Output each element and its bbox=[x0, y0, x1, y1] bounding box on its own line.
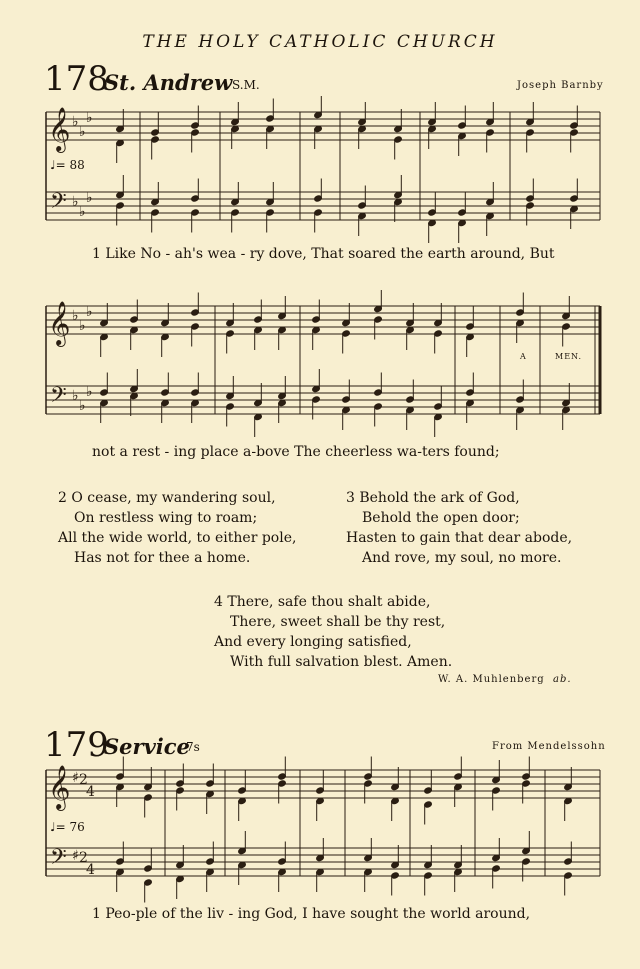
lyrics-line: 1 Like No - ah's wea - ry dove, That soared the earth around, But bbox=[92, 246, 555, 262]
meter: 7s bbox=[186, 740, 200, 754]
lyrics-line: not a rest - ing place a-bove The cheerless wa-ters found; bbox=[92, 444, 500, 460]
key-signature-icon: 4 bbox=[86, 784, 95, 800]
composer: From Mendelssohn bbox=[492, 741, 606, 752]
page-header: THE HOLY CATHOLIC CHURCH bbox=[142, 32, 498, 52]
key-signature-icon: ♭ bbox=[86, 110, 93, 126]
tune-name: St. Andrew bbox=[104, 70, 233, 95]
verse-3: 3 Behold the ark of God, Behold the open door; Hasten to gain that dear abode, And rove, my soul, no more. bbox=[346, 490, 573, 566]
quarter-note-icon: ♩ bbox=[50, 158, 56, 172]
key-signature-icon: ♭ bbox=[79, 204, 86, 220]
quarter-note-icon: ♩ bbox=[50, 820, 56, 834]
key-signature-icon: 2 bbox=[79, 772, 88, 788]
verse-2: 2 O cease, my wandering soul, On restless wing to roam; All the wide world, to either pole, Has not for thee a home. bbox=[58, 490, 297, 566]
key-signature-icon: ♭ bbox=[79, 398, 86, 414]
composer: Joseph Barnby bbox=[517, 80, 604, 91]
bass-clef-icon: 𝄢 bbox=[50, 845, 67, 875]
key-signature-icon: 4 bbox=[86, 862, 95, 878]
key-signature-icon: ♭ bbox=[86, 304, 93, 320]
key-signature-icon: ♭ bbox=[72, 194, 79, 210]
key-signature-icon: 2 bbox=[79, 850, 88, 866]
key-signature-icon: ♭ bbox=[86, 384, 93, 400]
key-signature-icon: ♭ bbox=[72, 308, 79, 324]
key-signature-icon: ♯ bbox=[72, 770, 79, 786]
amen-label: A bbox=[520, 352, 527, 361]
lyrics-line: 1 Peo-ple of the liv - ing God, I have sought the world around, bbox=[92, 906, 531, 922]
music-system-2 bbox=[0, 290, 640, 440]
tempo-marking: ♩= 88 bbox=[50, 158, 85, 172]
music-system-1 bbox=[0, 96, 640, 246]
treble-clef-icon: 𝄞 bbox=[48, 765, 71, 809]
treble-clef-icon: 𝄞 bbox=[48, 107, 71, 151]
amen-label: MEN. bbox=[555, 352, 583, 361]
key-signature-icon: ♭ bbox=[72, 388, 79, 404]
tune-name: Service bbox=[104, 734, 190, 759]
hymn-number: 179 bbox=[44, 725, 109, 765]
bass-clef-icon: 𝄢 bbox=[50, 189, 67, 219]
author-credit: W. A. Muhlenberg ab. bbox=[438, 674, 572, 685]
meter: S.M. bbox=[232, 78, 260, 92]
treble-clef-icon: 𝄞 bbox=[48, 301, 71, 345]
key-signature-icon: ♭ bbox=[79, 124, 86, 140]
tempo-marking: ♩= 76 bbox=[50, 820, 85, 834]
key-signature-icon: ♯ bbox=[72, 848, 79, 864]
verse-4: 4 There, safe thou shalt abide, There, sweet shall be thy rest, And every longing satisfied, With full salvation blest. Amen. bbox=[214, 594, 453, 670]
key-signature-icon: ♭ bbox=[86, 190, 93, 206]
key-signature-icon: ♭ bbox=[79, 318, 86, 334]
bass-clef-icon: 𝄢 bbox=[50, 383, 67, 413]
treble-staff bbox=[46, 96, 600, 243]
key-signature-icon: ♭ bbox=[72, 114, 79, 130]
music-system-3 bbox=[0, 756, 640, 906]
hymn-number: 178 bbox=[44, 59, 109, 99]
